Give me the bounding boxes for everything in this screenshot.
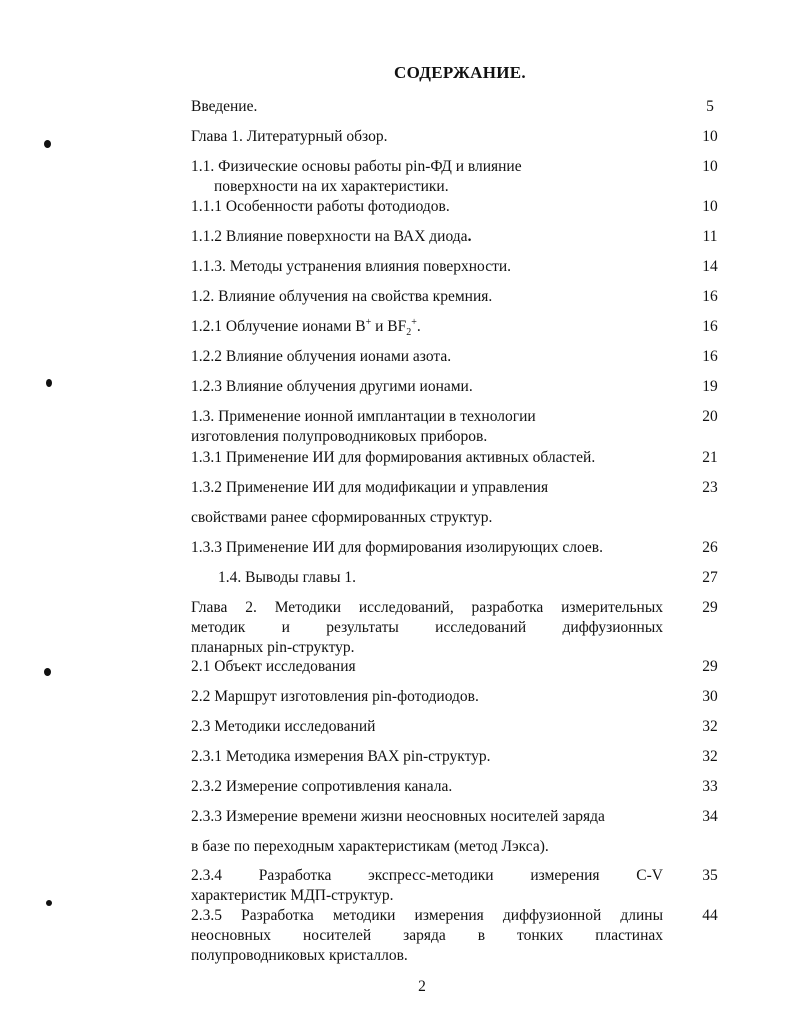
toc-entry-line: поверхности на их характеристики. [214,178,449,195]
toc-entry-text [191,598,663,658]
toc-entry-text: 1.2. Влияние облучения на свойства кремния. [191,288,493,305]
toc-entry-page: 20 [702,408,718,425]
toc-entry-text-part: . [416,318,421,335]
toc-entry-page: 14 [702,258,718,275]
toc-entry-page: 5 [706,98,714,115]
toc-entry-text: Введение. [191,98,258,115]
toc-entry-page: 19 [702,378,718,395]
superscript: + [411,316,417,328]
toc-entry-line: неосновных носителей заряда в тонких пластинах [191,927,663,944]
toc-entry-text [191,317,663,337]
toc-entry-text: 1.3.1 Применение ИИ для формирования активных областей. [191,449,596,466]
toc-entry-text: Глава 1. Литературный обзор. [191,128,388,145]
toc-entry-line: 1.3. Применение ионной имплантации в технологии [191,408,536,425]
toc-entry-page: 10 [702,158,718,175]
superscript: + [365,316,372,328]
toc-entry-text-bold-dot: . [467,228,472,245]
toc-entry-text: 2.1 Объект исследования [191,658,356,675]
toc-entry-text [191,227,663,247]
page-number: 2 [418,978,426,995]
toc-entry-text: 1.2.3 Влияние облучения другими ионами. [191,378,473,395]
margin-dot [44,668,51,676]
toc-entry-line: планарных pin-структур. [191,639,355,656]
toc-entry-line: Глава 2. Методики исследований, разработка измерительных [191,599,663,616]
toc-entry-page: 16 [702,318,718,335]
margin-dot [44,140,51,148]
toc-entry-page: 10 [702,198,718,215]
toc-entry-text: 1.1.1 Особенности работы фотодиодов. [191,198,450,215]
toc-entry-text: 2.3.3 Измерение времени жизни неосновных носителей заряда [191,808,605,825]
toc-entry-page: 30 [702,688,718,705]
toc-entry-line: изготовления полупроводниковых приборов. [191,428,488,445]
toc-entry-page: 27 [702,569,718,586]
toc-entry-page: 11 [702,228,718,245]
toc-entry-text: 2.3.2 Измерение сопротивления канала. [191,778,453,795]
toc-entry-text: свойствами ранее сформированных структур. [191,509,493,526]
toc-entry-text-part: и BF [371,318,407,335]
toc-entry-text: 1.3.2 Применение ИИ для модификации и управления [191,479,549,496]
toc-entry-page: 10 [702,128,718,145]
toc-entry-text: 1.4. Выводы главы 1. [218,569,356,586]
toc-entry-page: 44 [702,907,718,924]
margin-dot [46,379,52,387]
toc-entry-text-main: 1.1.2 Влияние поверхности на ВАХ диода [191,228,468,245]
subscript: 2 [406,327,412,339]
toc-entry-page: 21 [702,449,718,466]
toc-entry-page: 32 [702,748,718,765]
toc-entry-line: характеристик МДП-структур. [191,887,394,904]
toc-entry-page: 29 [702,658,718,675]
toc-entry-text: 2.3 Методики исследований [191,718,376,735]
toc-entry-line: 2.3.5 Разработка методики измерения диффузионной длины [191,907,663,924]
toc-entry-line: полупроводниковых кристаллов. [191,947,408,964]
toc-entry-text [191,906,663,966]
toc-entry-page: 26 [702,539,718,556]
toc-entry-text: 2.2 Маршрут изготовления pin-фотодиодов. [191,688,479,705]
toc-entry-text: 1.1.3. Методы устранения влияния поверхности. [191,258,512,275]
toc-entry-page: 32 [702,718,718,735]
toc-entry-line: 1.1. Физические основы работы pin-ФД и влияние [191,158,522,175]
toc-entry-page: 34 [702,808,718,825]
toc-entry-page: 16 [702,348,718,365]
toc-entry-page: 16 [702,288,718,305]
toc-entry-text: 2.3.1 Методика измерения ВАХ pin-структур. [191,748,491,765]
toc-entry-page: 23 [702,479,718,496]
toc-entry-line: 2.3.4 Разработка экспресс-методики измерения C-V [191,867,663,884]
toc-entry-line: методик и результаты исследований диффузионных [191,619,663,636]
toc-entry-text: в базе по переходным характеристикам (метод Лэкса). [191,838,549,855]
toc-entry-page: 29 [702,599,718,616]
toc-entry-text: 1.3.3 Применение ИИ для формирования изолирующих слоев. [191,539,603,556]
toc-entry-page: 35 [702,867,718,884]
toc-entry-page: 33 [702,778,718,795]
toc-entry-text [191,866,663,906]
toc-entry-text: 1.2.2 Влияние облучения ионами азота. [191,348,452,365]
toc-entry-text-part: 1.2.1 Облучение ионами B [191,318,366,335]
toc-entry-text [191,407,663,447]
margin-dot [46,900,52,906]
toc-title: СОДЕРЖАНИЕ. [394,63,526,82]
toc-entry-text [191,157,663,197]
